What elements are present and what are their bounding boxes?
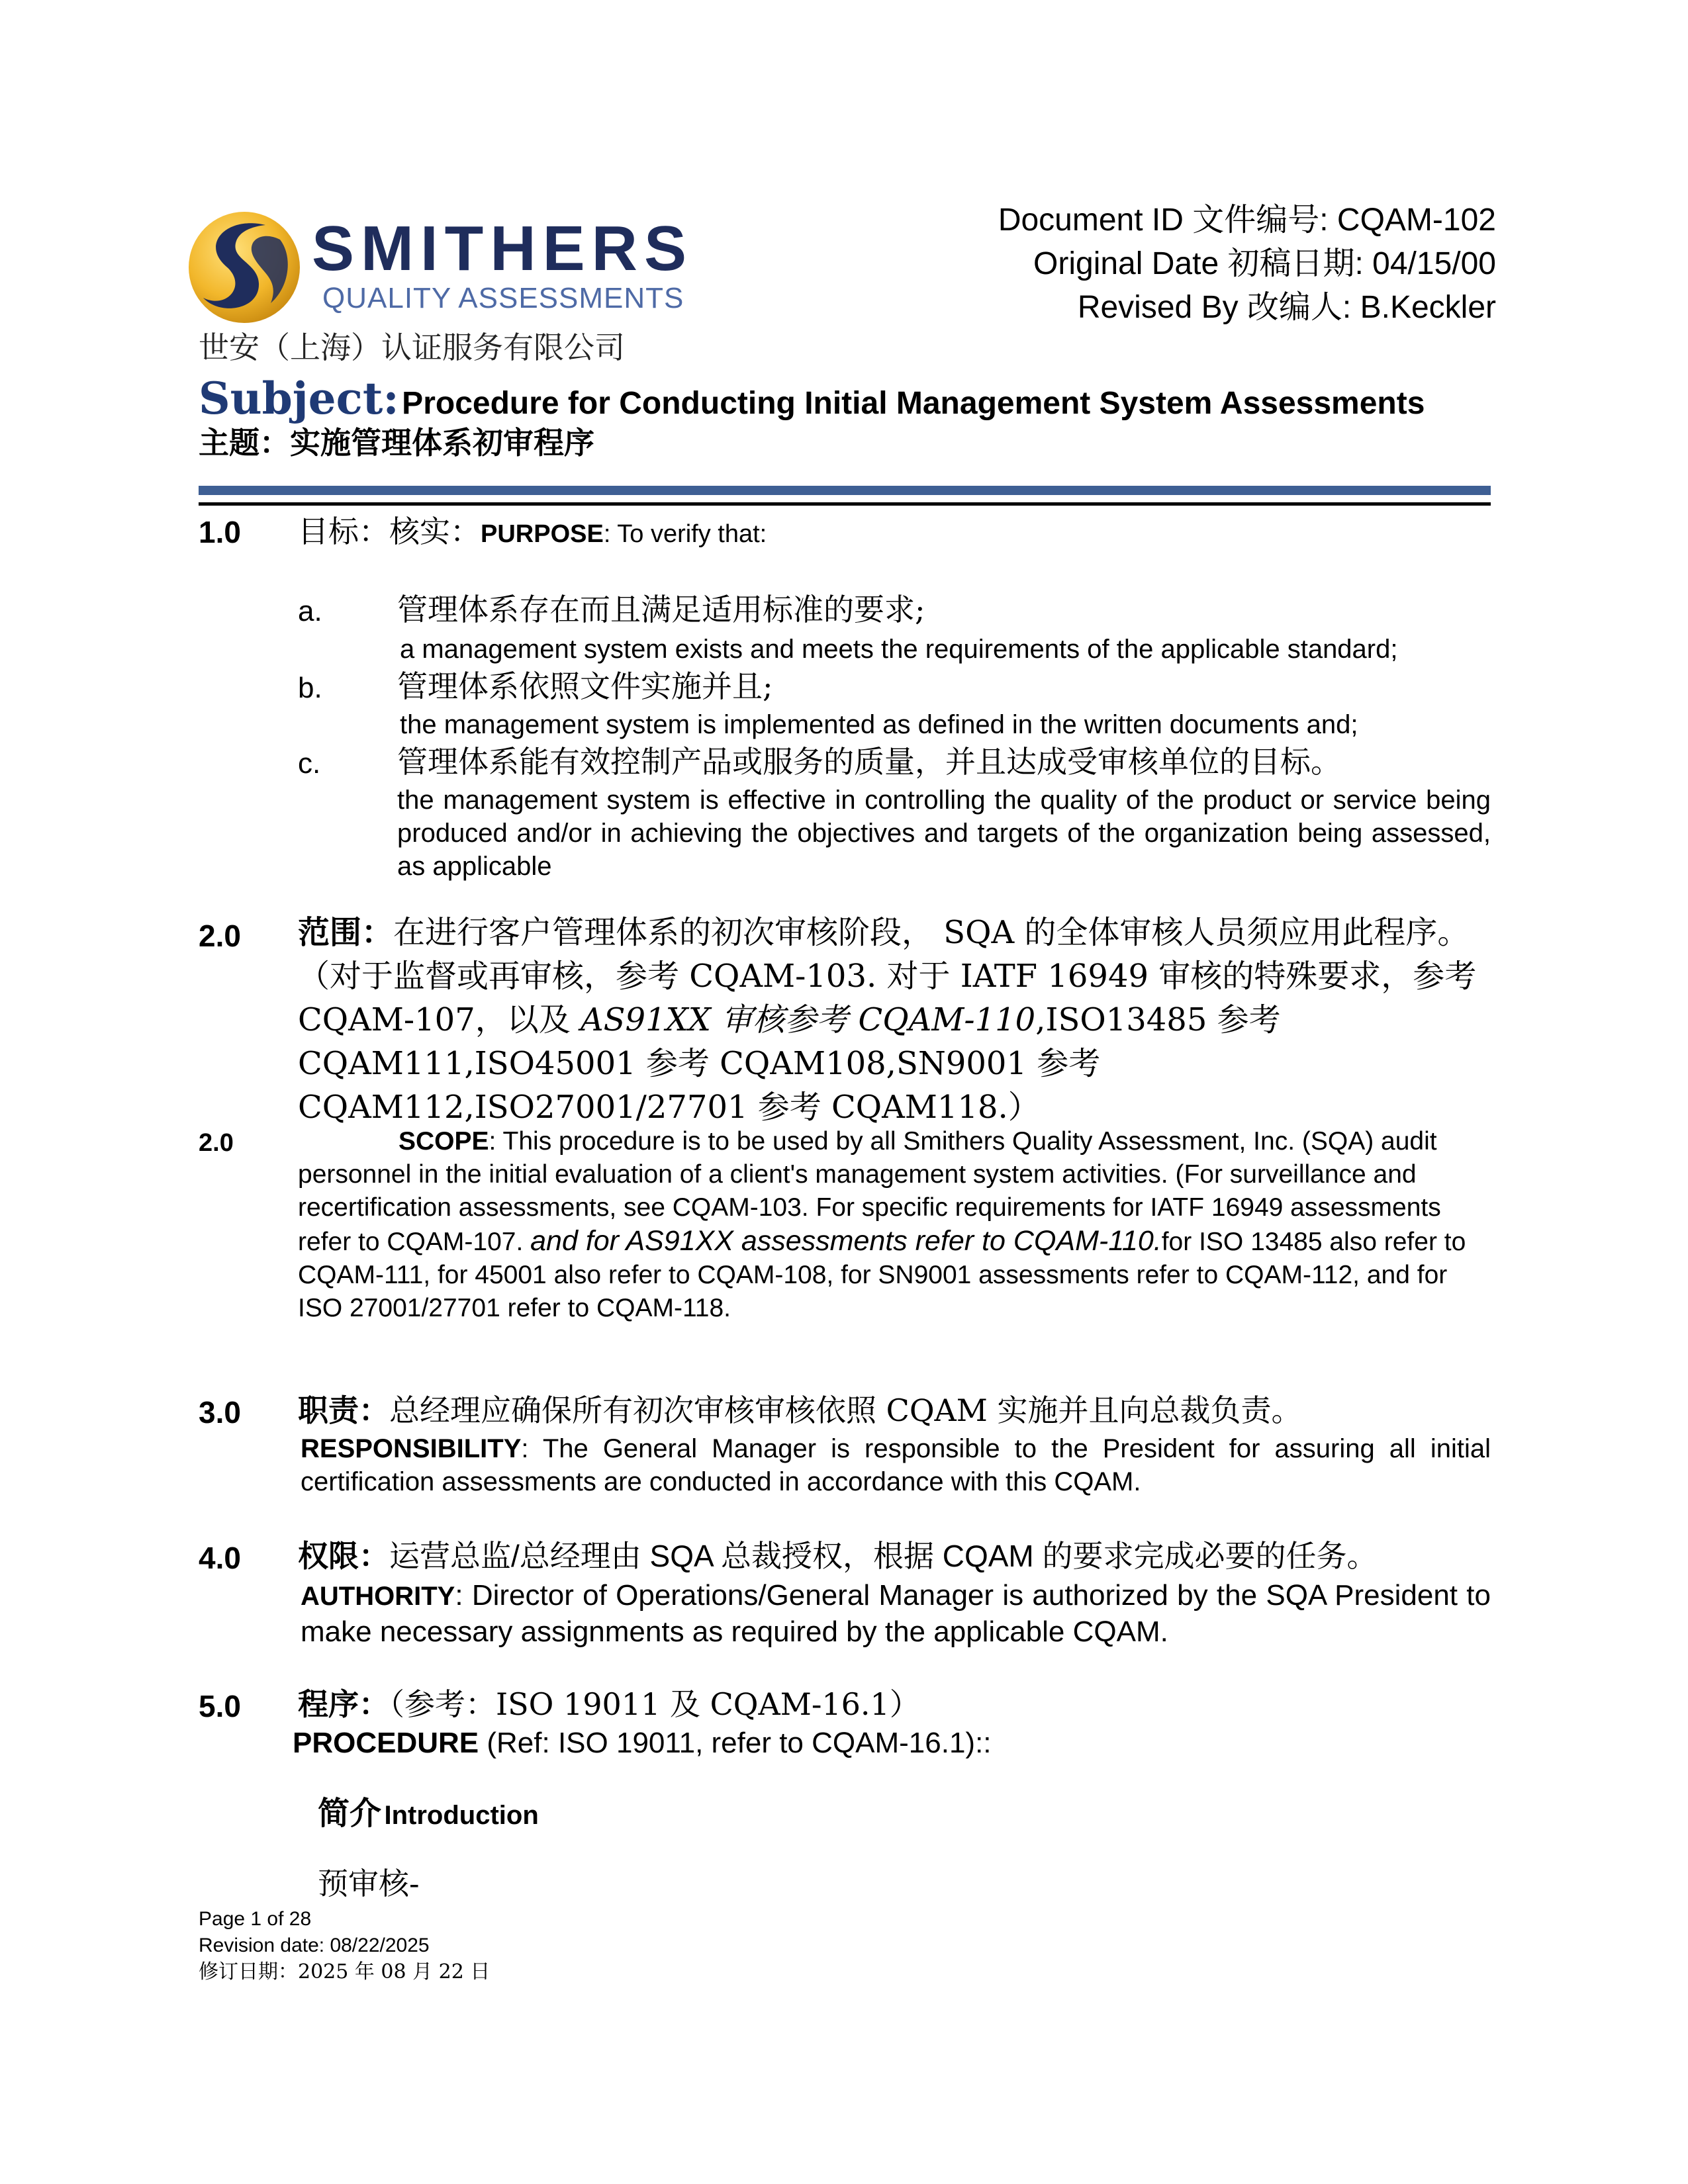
section-1-cn-sub: 核实： <box>389 514 481 549</box>
section-5-cn <box>298 1684 920 1725</box>
item-b-letter: b. <box>298 672 322 704</box>
section-4-cn <box>298 1535 1378 1576</box>
smithers-swirl-icon <box>187 210 301 324</box>
item-b-en: the management system is implemented as defined in the written documents and; <box>400 710 1358 739</box>
section-5-cn-text: （参考：ISO 19011 及 CQAM-16.1） <box>389 1686 920 1722</box>
item-c-cn: 管理体系能有效控制产品或服务的质量，并且达成受审核单位的目标。 <box>397 744 1341 780</box>
section-3-en <box>301 1432 1491 1498</box>
section-3-cn-heading: 职责： <box>298 1393 389 1428</box>
section-2-number: 2.0 <box>199 919 241 953</box>
section-2-cn-p2: ,ISO13485 参考 CQAM111,ISO45001 参考 CQAM108,SN9001 参考 CQAM112,ISO27001/27701 参考 CQAM118.） <box>298 1001 1281 1126</box>
section-1-cn-heading: 目标： <box>298 514 389 549</box>
section-3-en-text: : The General Manager is responsible to the President for assuring all initial certification assessments are conducted in accordance with this CQAM. <box>301 1434 1491 1496</box>
section-2-en-body <box>298 1125 1489 1325</box>
section-2-cn-p1: 在进行客户管理体系的初次审核阶段， SQA 的全体审核人员须应用此程序。（对于监督或再审核，参考 CQAM-103. 对于 IATF 16949 审核的特殊要求，参考 CQAM-107，以及 <box>298 914 1477 1038</box>
section-2-cn-body <box>298 911 1489 1129</box>
logo-name: SMITHERS <box>312 213 694 284</box>
subject-label: Subject: <box>199 373 399 424</box>
document-meta <box>998 199 1496 330</box>
item-a-letter: a. <box>298 595 322 627</box>
section-4-en-keyword: AUTHORITY <box>301 1582 455 1611</box>
header-rule-blue <box>199 486 1491 495</box>
section-1-heading <box>298 511 767 560</box>
section-1-number: 1.0 <box>199 515 241 549</box>
section-5-cn-heading: 程序： <box>298 1687 389 1721</box>
page-footer <box>199 1906 490 1985</box>
subject-title-cn: 主题：实施管理体系初审程序 <box>199 426 594 460</box>
section-3-cn-text: 总经理应确保所有初次审核审核依照 CQAM 实施并且向总裁负责。 <box>389 1392 1302 1428</box>
page-number: Page 1 of 28 <box>199 1908 312 1930</box>
revision-date: Revision date: 08/22/2025 <box>199 1934 430 1956</box>
section-3-cn <box>298 1390 1301 1431</box>
item-b-cn: 管理体系依照文件实施并且; <box>397 668 773 704</box>
revision-date-cn: 修订日期：2025 年 08 月 22 日 <box>199 1960 491 1983</box>
section-1-en-text: : To verify that: <box>603 520 767 548</box>
revised-by: Revised By 改编人: B.Keckler <box>1077 290 1496 325</box>
section-5-en <box>293 1725 992 1762</box>
section-4-en <box>301 1578 1491 1650</box>
section-4-cn-text: 运营总监/总经理由 SQA 总裁授权，根据 CQAM 的要求完成必要的任务。 <box>389 1539 1378 1573</box>
section-2-cn-italic: AS91XX 审核参考 CQAM-110 <box>581 1001 1036 1038</box>
item-a-en: a management system exists and meets the requirements of the applicable standard; <box>400 635 1398 664</box>
section-5-number: 5.0 <box>199 1689 241 1723</box>
item-c-en: the management system is effective in controlling the quality of the product or service being produced and/or in achieving the objectives and targets of the organization being assessed, as applicable <box>397 786 1491 881</box>
subject-title: Procedure for Conducting Initial Management System Assessments <box>402 386 1425 421</box>
section-5-en-text: (Ref: ISO 19011, refer to CQAM-16.1):: <box>479 1727 992 1759</box>
company-name-cn: 世安（上海）认证服务有限公司 <box>199 330 625 365</box>
section-4-number: 4.0 <box>199 1541 241 1575</box>
section-3-number: 3.0 <box>199 1395 241 1430</box>
section-2-en-p1: : This procedure is to be used by all Smithers Quality Assessment, Inc. (SQA) audit personnel in the initial evaluation of a client's management system activities. (For surveillance and recertification assessments, see CQAM-103. For specific requirements for IATF 16949 assessments refer to CQAM-107. <box>298 1127 1441 1256</box>
section-4-en-text: : Director of Operations/General Manager is authorized by the SQA President to make necessary assignments as required by the applicable CQAM. <box>301 1579 1491 1648</box>
section-2-cn-heading: 范围： <box>298 914 394 951</box>
header-rule-black <box>199 502 1491 506</box>
section-1-en-keyword: PURPOSE <box>481 520 604 548</box>
introduction-cn: 简介 <box>318 1796 382 1831</box>
section-5-en-keyword: PROCEDURE <box>293 1727 479 1759</box>
section-2-en-keyword: SCOPE <box>399 1127 489 1156</box>
doc-id: Document ID 文件编号: CQAM-102 <box>998 203 1496 238</box>
original-date: Original Date 初稿日期: 04/15/00 <box>1033 246 1496 281</box>
item-a-cn: 管理体系存在而且满足适用标准的要求; <box>397 592 925 627</box>
logo-tagline: QUALITY ASSESSMENTS <box>322 282 684 314</box>
item-c-letter: c. <box>298 747 321 780</box>
section-3-en-keyword: RESPONSIBILITY <box>301 1434 522 1463</box>
company-logo <box>187 210 737 330</box>
introduction-en: Introduction <box>384 1801 539 1830</box>
section-4-cn-heading: 权限： <box>298 1539 389 1573</box>
section-2-en-number: 2.0 <box>199 1129 234 1157</box>
section-2-en-italic: and for AS91XX assessments refer to CQAM-110. <box>530 1225 1162 1257</box>
introduction-heading <box>318 1794 539 1842</box>
section-2-en-p2: for ISO 13485 also refer to CQAM-111, for 45001 also refer to CQAM-108, for SN9001 assessments refer to CQAM-112, and for ISO 27001/27701 refer to CQAM-118. <box>298 1228 1466 1322</box>
pre-audit-heading: 预审核- <box>318 1866 420 1901</box>
